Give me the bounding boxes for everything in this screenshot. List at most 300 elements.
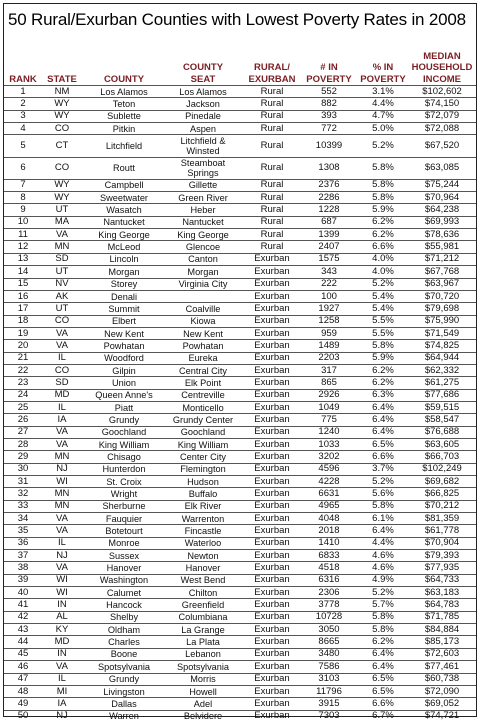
cell-rural-exurban: Rural [260, 162, 284, 174]
cell-number-in-poverty: 8665 [318, 636, 340, 648]
table-row [4, 97, 476, 109]
cell-percent-in-poverty: 6.2% [372, 636, 394, 648]
cell-percent-in-poverty: 4.9% [372, 574, 394, 586]
table-row [4, 364, 476, 376]
cell-percent-in-poverty: 6.7% [372, 710, 394, 722]
table-header [4, 37, 476, 85]
cell-county: King George [98, 229, 150, 240]
cell-number-in-poverty: 3103 [318, 673, 340, 685]
cell-number-in-poverty: 2407 [318, 241, 340, 253]
cell-median-income: $76,688 [424, 426, 460, 438]
cell-county-seat [164, 158, 242, 179]
cell-number-in-poverty: 2286 [318, 191, 340, 203]
cell-rank: 29 [17, 450, 29, 462]
cell-rank: 36 [17, 537, 29, 549]
cell-county: Boone [110, 649, 138, 660]
header-line: STATE [47, 73, 77, 85]
header-line: MEDIAN [423, 50, 461, 62]
cell-percent-in-poverty: 6.5% [372, 438, 394, 450]
cell-county: Sussex [108, 550, 140, 561]
cell-percent-in-poverty: 5.2% [372, 475, 394, 487]
table-row [4, 228, 476, 240]
cell-percent-in-poverty: 4.6% [372, 549, 394, 561]
cell-median-income: $79,393 [424, 549, 460, 561]
cell-number-in-poverty: 6316 [318, 574, 340, 586]
cell-percent-in-poverty: 4.4% [372, 537, 394, 549]
cell-county: Spotsylvania [97, 661, 151, 672]
cell-rank: 46 [17, 660, 29, 672]
cell-county: Union [111, 377, 136, 388]
cell-rural-exurban: Exurban [254, 648, 290, 660]
cell-rural-exurban: Exurban [254, 636, 290, 648]
cell-rural-exurban: Exurban [254, 315, 290, 327]
cell-state: VA [56, 660, 68, 672]
cell-county-seat: Morgan [187, 266, 219, 277]
cell-county-seat: Grundy Center [172, 414, 234, 425]
cell-rank: 27 [17, 426, 29, 438]
cell-median-income: $72,088 [424, 122, 460, 134]
cell-county: Teton [112, 99, 136, 110]
cell-county: Dallas [111, 698, 137, 709]
table-row [4, 426, 476, 438]
cell-median-income: $61,275 [424, 376, 460, 388]
cell-state: VA [56, 426, 68, 438]
cell-rural-exurban: Exurban [254, 574, 290, 586]
cell-number-in-poverty: 6833 [318, 549, 340, 561]
cell-county-seat: Monticello [182, 402, 224, 413]
cell-rank: 2 [20, 98, 26, 110]
table-row [4, 203, 476, 215]
cell-county-seat: La Grange [181, 624, 225, 635]
cell-rank: 19 [17, 327, 29, 339]
cell-median-income: $77,461 [424, 660, 460, 672]
cell-number-in-poverty: 2376 [318, 179, 340, 191]
cell-rank: 28 [17, 438, 29, 450]
cell-county-seat: Glencoe [185, 242, 221, 253]
cell-median-income: $59,515 [424, 401, 460, 413]
cell-county: Sherburne [102, 501, 146, 512]
cell-state: NJ [56, 710, 68, 722]
cell-rural-exurban: Exurban [254, 710, 290, 722]
cell-number-in-poverty: 1258 [318, 315, 340, 327]
header-line: EXURBAN [248, 73, 296, 85]
cell-rural-exurban: Exurban [254, 290, 290, 302]
cell-percent-in-poverty: 5.9% [372, 204, 394, 216]
cell-county: Woodford [104, 353, 144, 364]
cell-number-in-poverty: 1489 [318, 339, 340, 351]
cell-county-seat: Central City [179, 365, 227, 376]
cell-rank: 32 [17, 488, 29, 500]
cell-median-income: $70,904 [424, 537, 460, 549]
cell-county-seat [164, 291, 242, 302]
cell-rural-exurban: Exurban [254, 339, 290, 351]
cell-rural-exurban: Rural [260, 216, 284, 228]
cell-county-seat: Waterloo [184, 538, 222, 549]
cell-county: Charles [108, 637, 140, 648]
cell-percent-in-poverty: 6.6% [372, 697, 394, 709]
cell-state: NV [55, 278, 69, 290]
table-row [4, 438, 476, 450]
table-row [4, 240, 476, 252]
cell-rural-exurban: Exurban [254, 673, 290, 685]
cell-state: VA [56, 512, 68, 524]
cell-county-seat: Jackson [186, 99, 220, 110]
table-row [4, 561, 476, 573]
cell-percent-in-poverty: 4.0% [372, 265, 394, 277]
cell-county: Wasatch [106, 205, 142, 216]
cell-county: New Kent [104, 328, 144, 339]
cell-rank: 48 [17, 685, 29, 697]
cell-county-seat: Heber [190, 205, 216, 216]
cell-county: King William [98, 439, 150, 450]
cell-county: Wright [110, 489, 138, 500]
table-row [4, 352, 476, 364]
cell-number-in-poverty: 1410 [318, 537, 340, 549]
cell-rank: 39 [17, 574, 29, 586]
cell-number-in-poverty: 687 [321, 216, 337, 228]
cell-county-seat: Morris [190, 674, 216, 685]
cell-county-seat: Gillette [188, 180, 218, 191]
cell-number-in-poverty: 2018 [318, 525, 340, 537]
table-row [4, 327, 476, 339]
cell-percent-in-poverty: 6.5% [372, 685, 394, 697]
cell-median-income: $78,636 [424, 228, 460, 240]
cell-median-income: $102,602 [422, 85, 462, 97]
cell-number-in-poverty: 4596 [318, 463, 340, 475]
cell-percent-in-poverty: 5.8% [372, 611, 394, 623]
table-row [4, 376, 476, 388]
cell-percent-in-poverty: 5.6% [372, 488, 394, 500]
cell-county: Shelby [109, 612, 139, 623]
cell-number-in-poverty: 3050 [318, 623, 340, 635]
cell-rank: 21 [17, 352, 29, 364]
cell-rank: 42 [17, 611, 29, 623]
cell-median-income: $72,090 [424, 685, 460, 697]
cell-number-in-poverty: 865 [321, 376, 337, 388]
cell-rural-exurban: Rural [260, 228, 284, 240]
cell-median-income: $63,085 [424, 162, 460, 174]
cell-percent-in-poverty: 3.1% [372, 85, 394, 97]
cell-county-seat: Chilton [188, 587, 218, 598]
table-row [4, 500, 476, 512]
cell-county: Oldham [107, 624, 141, 635]
cell-median-income: $75,244 [424, 179, 460, 191]
table-row [4, 512, 476, 524]
cell-number-in-poverty: 3778 [318, 599, 340, 611]
cell-county: Sweetwater [99, 192, 148, 203]
cell-county-seat: Fincastle [184, 526, 222, 537]
table-row [4, 302, 476, 314]
cell-number-in-poverty: 1399 [318, 228, 340, 240]
cell-percent-in-poverty: 5.8% [372, 179, 394, 191]
cell-rural-exurban: Exurban [254, 364, 290, 376]
cell-rank: 15 [17, 278, 29, 290]
cell-median-income: $75,990 [424, 315, 460, 327]
cell-percent-in-poverty: 4.6% [372, 562, 394, 574]
cell-county: Queen Anne's [95, 390, 153, 401]
cell-number-in-poverty: 4048 [318, 512, 340, 524]
cell-state: VA [56, 327, 68, 339]
cell-state: UT [55, 265, 69, 277]
cell-rural-exurban: Rural [260, 179, 284, 191]
header-percent-in-poverty [356, 62, 410, 85]
cell-state: MI [56, 685, 68, 697]
table-row [4, 278, 476, 290]
cell-rural-exurban: Exurban [254, 562, 290, 574]
cell-rural-exurban: Rural [260, 241, 284, 253]
cell-number-in-poverty: 6631 [318, 488, 340, 500]
cell-number-in-poverty: 10728 [315, 611, 343, 623]
header-number-in-poverty [302, 62, 356, 85]
table-row [4, 648, 476, 660]
cell-rural-exurban: Exurban [254, 488, 290, 500]
cell-median-income: $63,967 [424, 278, 460, 290]
document-title: 50 Rural/Exurban Counties with Lowest Poverty Rates in 2008 [8, 10, 466, 29]
cell-county: Grundy [108, 674, 140, 685]
cell-county-seat: Aspen [189, 123, 217, 134]
cell-number-in-poverty: 7303 [318, 710, 340, 722]
cell-rank: 49 [17, 697, 29, 709]
cell-county: Morgan [108, 266, 140, 277]
cell-number-in-poverty: 2926 [318, 389, 340, 401]
cell-number-in-poverty: 1308 [318, 162, 340, 174]
header-median-household-income [410, 51, 474, 86]
cell-state: AK [55, 290, 69, 302]
cell-rank: 24 [17, 389, 29, 401]
cell-median-income: $77,686 [424, 389, 460, 401]
cell-number-in-poverty: 1033 [318, 438, 340, 450]
cell-median-income: $66,703 [424, 450, 460, 462]
table-row [4, 611, 476, 623]
cell-county-seat: West Bend [180, 575, 226, 586]
cell-rural-exurban: Rural [260, 110, 284, 122]
cell-rank: 33 [17, 500, 29, 512]
header-line: HOUSEHOLD [411, 62, 473, 73]
cell-median-income: $64,733 [424, 574, 460, 586]
cell-median-income: $67,768 [424, 265, 460, 277]
cell-rank: 7 [20, 179, 26, 191]
table-row [4, 191, 476, 203]
cell-percent-in-poverty: 6.2% [372, 216, 394, 228]
cell-rural-exurban: Exurban [254, 697, 290, 709]
table-row [4, 122, 476, 134]
cell-rural-exurban: Exurban [254, 426, 290, 438]
cell-rank: 44 [17, 636, 29, 648]
cell-number-in-poverty: 100 [321, 290, 337, 302]
cell-county: Pitkin [112, 123, 136, 134]
table-row [4, 290, 476, 302]
cell-county: Routt [113, 163, 135, 174]
cell-number-in-poverty: 1927 [318, 302, 340, 314]
cell-median-income: $63,183 [424, 586, 460, 598]
cell-county-seat: Flemington [180, 464, 226, 475]
cell-state: WY [54, 110, 70, 122]
cell-rural-exurban: Rural [260, 122, 284, 134]
cell-county: Livingston [103, 686, 145, 697]
cell-state: VA [56, 339, 68, 351]
cell-number-in-poverty: 552 [321, 85, 337, 97]
cell-county-seat: New Kent [183, 328, 223, 339]
cell-rural-exurban: Exurban [254, 389, 290, 401]
cell-state: CO [54, 122, 70, 134]
cell-state: VA [56, 525, 68, 537]
cell-rank: 5 [20, 139, 26, 151]
table-row [4, 315, 476, 327]
cell-county-seat: Nantucket [182, 217, 224, 228]
cell-line: Winsted [186, 145, 220, 156]
cell-county: Botetourt [105, 526, 143, 537]
cell-percent-in-poverty: 6.4% [372, 525, 394, 537]
cell-number-in-poverty: 775 [321, 413, 337, 425]
cell-state: WI [56, 574, 68, 586]
cell-median-income: $69,993 [424, 216, 460, 228]
cell-percent-in-poverty: 6.6% [372, 241, 394, 253]
cell-median-income: $64,783 [424, 599, 460, 611]
cell-state: VA [56, 228, 68, 240]
cell-county: Litchfield [105, 140, 143, 151]
cell-percent-in-poverty: 6.5% [372, 673, 394, 685]
cell-state: SD [55, 253, 69, 265]
cell-number-in-poverty: 3480 [318, 648, 340, 660]
cell-state: MN [54, 500, 70, 512]
cell-county: Nantucket [103, 217, 145, 228]
cell-median-income: $77,935 [424, 562, 460, 574]
table-row [4, 253, 476, 265]
cell-state: IL [58, 352, 66, 364]
cell-state: IL [58, 537, 66, 549]
cell-state: MD [54, 636, 70, 648]
cell-median-income: $64,238 [424, 204, 460, 216]
cell-rural-exurban: Exurban [254, 450, 290, 462]
cell-number-in-poverty: 1228 [318, 204, 340, 216]
table-row [4, 524, 476, 536]
cell-rural-exurban: Exurban [254, 660, 290, 672]
table-row [4, 635, 476, 647]
cell-county-seat: Hanover [185, 563, 221, 574]
cell-state: MN [54, 450, 70, 462]
cell-line: Steamboat [180, 158, 226, 169]
cell-percent-in-poverty: 6.3% [372, 389, 394, 401]
cell-rank: 1 [20, 85, 26, 97]
cell-percent-in-poverty: 5.2% [372, 139, 394, 151]
cell-county-seat: King William [177, 439, 229, 450]
cell-state: NM [54, 85, 70, 97]
cell-percent-in-poverty: 5.8% [372, 162, 394, 174]
cell-rural-exurban: Exurban [254, 253, 290, 265]
table-row [4, 216, 476, 228]
table-row [4, 660, 476, 672]
cell-county: Denali [110, 291, 138, 302]
cell-rural-exurban: Exurban [254, 685, 290, 697]
cell-rank: 38 [17, 562, 29, 574]
cell-percent-in-poverty: 5.8% [372, 191, 394, 203]
table-row [4, 463, 476, 475]
cell-rural-exurban: Exurban [254, 376, 290, 388]
cell-county-seat: Buffalo [188, 489, 218, 500]
cell-county-seat: Columbiana [178, 612, 228, 623]
cell-number-in-poverty: 2306 [318, 586, 340, 598]
header-rank [6, 74, 40, 86]
cell-median-income: $71,549 [424, 327, 460, 339]
cell-rank: 8 [20, 191, 26, 203]
cell-state: WY [54, 98, 70, 110]
cell-line: Litchfield & [180, 135, 226, 146]
cell-number-in-poverty: 3202 [318, 450, 340, 462]
cell-number-in-poverty: 1049 [318, 401, 340, 413]
cell-county: Powhatan [103, 340, 145, 351]
cell-county-seat [164, 135, 242, 156]
cell-percent-in-poverty: 5.4% [372, 290, 394, 302]
cell-percent-in-poverty: 5.4% [372, 302, 394, 314]
cell-county: Gilpin [112, 365, 136, 376]
cell-county: Los Alamos [100, 86, 148, 97]
cell-state: AL [56, 611, 68, 623]
cell-state: CO [54, 315, 70, 327]
cell-median-income: $74,150 [424, 98, 460, 110]
cell-state: NJ [56, 549, 68, 561]
cell-median-income: $81,359 [424, 512, 460, 524]
cell-median-income: $70,964 [424, 191, 460, 203]
cell-median-income: $66,825 [424, 488, 460, 500]
cell-median-income: $102,249 [422, 463, 462, 475]
cell-state: MN [54, 488, 70, 500]
table-row [4, 537, 476, 549]
cell-county-seat: Canton [188, 254, 218, 265]
cell-county-seat: Coalville [185, 303, 221, 314]
cell-percent-in-poverty: 4.7% [372, 110, 394, 122]
cell-county: Lincoln [109, 254, 139, 265]
cell-median-income: $85,173 [424, 636, 460, 648]
header-rural-exurban [242, 62, 302, 85]
cell-rural-exurban: Exurban [254, 265, 290, 277]
header-line: SEAT [190, 73, 216, 85]
cell-rank: 47 [17, 673, 29, 685]
header-line: RURAL/ [254, 62, 290, 73]
cell-percent-in-poverty: 5.0% [372, 122, 394, 134]
header-line: COUNTY [103, 73, 145, 85]
cell-state: UT [55, 204, 69, 216]
cell-rural-exurban: Exurban [254, 549, 290, 561]
cell-rural-exurban: Rural [260, 139, 284, 151]
cell-county-seat: Hudson [187, 476, 219, 487]
cell-rank: 17 [17, 302, 29, 314]
cell-median-income: $69,052 [424, 697, 460, 709]
cell-percent-in-poverty: 5.5% [372, 315, 394, 327]
cell-rank: 3 [20, 110, 26, 122]
header-line: POVERTY [360, 73, 406, 85]
cell-rank: 6 [20, 162, 26, 174]
table-row [4, 710, 476, 722]
cell-percent-in-poverty: 4.0% [372, 253, 394, 265]
cell-median-income: $84,884 [424, 623, 460, 635]
cell-state: MA [54, 216, 70, 228]
table-row [4, 549, 476, 561]
cell-county: Fauquier [105, 513, 143, 524]
header-line: % IN [372, 62, 394, 73]
cell-number-in-poverty: 882 [321, 98, 337, 110]
cell-percent-in-poverty: 6.2% [372, 364, 394, 376]
cell-median-income: $69,682 [424, 475, 460, 487]
cell-state: SD [55, 376, 69, 388]
header-line: RANK [9, 73, 37, 85]
cell-county-seat: Belvidere [183, 711, 223, 722]
cell-county: Chisago [107, 451, 141, 462]
cell-county-seat: Warrenton [181, 513, 225, 524]
table-row [4, 413, 476, 425]
cell-rank: 26 [17, 413, 29, 425]
cell-county: Monroe [108, 538, 140, 549]
cell-percent-in-poverty: 5.2% [372, 278, 394, 290]
